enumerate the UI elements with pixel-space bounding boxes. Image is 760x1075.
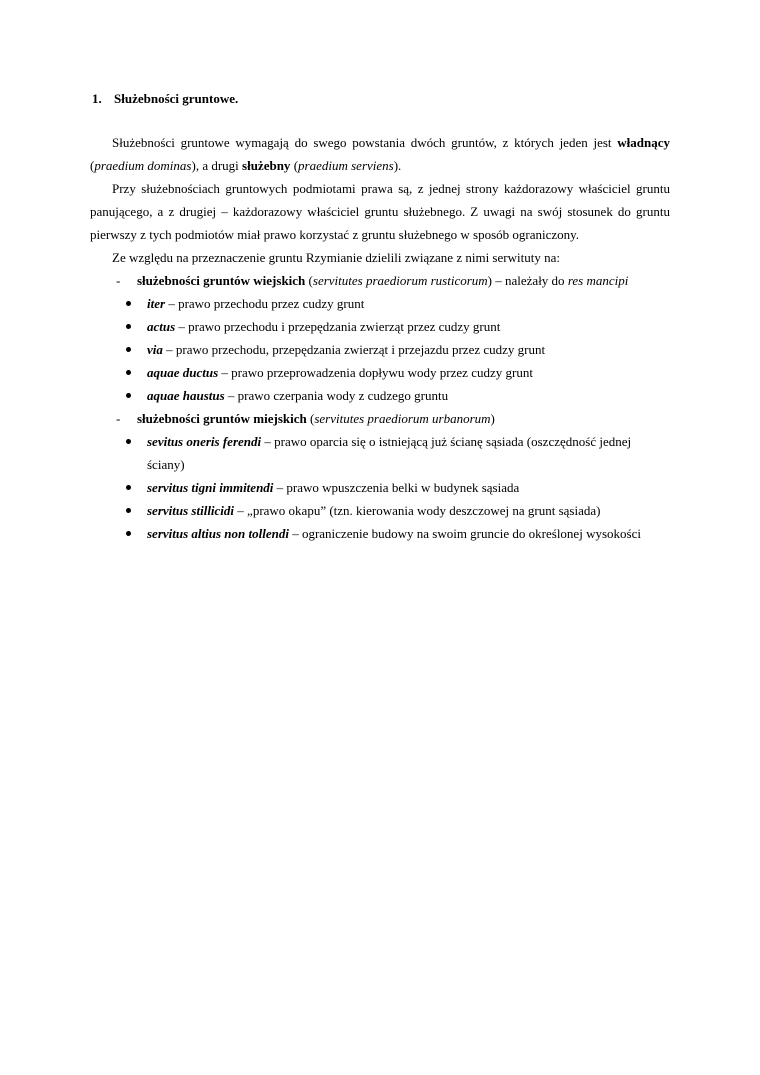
servitude-term: aquae ductus: [147, 365, 219, 380]
servitude-description: – prawo przechodu i przepędzania zwierząt przez cudzy grunt: [175, 319, 501, 334]
list-item: [90, 292, 670, 315]
text-run: ): [490, 411, 495, 426]
list-item: [90, 522, 670, 545]
urban-heading: [90, 407, 670, 430]
section-number: 1.: [92, 91, 102, 106]
text-run: (: [305, 273, 313, 288]
rural-servitudes: [90, 269, 670, 407]
paragraph-definition: [90, 131, 670, 177]
list-item: [90, 430, 670, 476]
servitude-description: – prawo przeprowadzenia dopływu wody przez cudzy grunt: [218, 365, 533, 380]
servitude-term: servitus altius non tollendi: [147, 526, 289, 541]
servitude-term: sevitus oneris ferendi: [147, 434, 262, 449]
servitude-term: via: [147, 342, 163, 357]
text-run: (: [306, 411, 315, 426]
rural-heading: [90, 269, 670, 292]
text-run: ), a drugi: [191, 158, 243, 173]
servitude-description: – prawo czerpania wody z cudzego gruntu: [224, 388, 449, 403]
latin-term: praedium dominas: [94, 158, 192, 173]
urban-servitudes: [90, 407, 670, 545]
bullet-icon: [126, 301, 131, 306]
list-item: [90, 476, 670, 499]
bullet-icon: [126, 370, 131, 375]
text-run: (: [290, 158, 299, 173]
latin-term: servitutes praediorum rusticorum: [312, 273, 488, 288]
servitude-term: servitus tigni immitendi: [147, 480, 274, 495]
rural-title: służebności gruntów wiejskich: [137, 273, 306, 288]
list-item: [90, 338, 670, 361]
servitude-term: actus: [147, 319, 176, 334]
text-run: Służebności gruntowe wymagają do swego powstania dwóch gruntów, z których jeden jest: [112, 135, 618, 150]
servitude-description: – prawo oparcia się o istniejącą już ścianę sąsiada (oszczędność jednej ściany): [147, 434, 632, 472]
bullet-icon: [126, 393, 131, 398]
bullet-icon: [126, 439, 131, 444]
section-heading: [92, 91, 238, 107]
urban-list: [90, 430, 670, 545]
servitude-term: aquae haustus: [147, 388, 225, 403]
list-dash: -: [116, 411, 121, 426]
servitude-term: iter: [147, 296, 166, 311]
servitude-description: – prawo przechodu przez cudzy grunt: [165, 296, 365, 311]
term-servient: służebny: [242, 158, 291, 173]
bullet-icon: [126, 485, 131, 490]
servitude-description: – „prawo okapu” (tzn. kierowania wody deszczowej na grunt sąsiada): [234, 503, 601, 518]
servitude-description: – prawo wpuszczenia belki w budynek sąsiada: [273, 480, 520, 495]
latin-term: servitutes praediorum urbanorum: [314, 411, 491, 426]
list-item: [90, 499, 670, 522]
bullet-icon: [126, 531, 131, 536]
bullet-icon: [126, 347, 131, 352]
list-item: [90, 315, 670, 338]
rural-list: [90, 292, 670, 407]
list-item: [90, 384, 670, 407]
servitude-description: – ograniczenie budowy na swoim gruncie do określonej wysokości: [288, 526, 641, 541]
servitude-description: – prawo przechodu, przepędzania zwierząt i przejazdu przez cudzy grunt: [162, 342, 546, 357]
term-dominant: władnący: [617, 135, 670, 150]
latin-term: praedium serviens: [298, 158, 394, 173]
list-dash: -: [116, 273, 121, 288]
section-title: Służebności gruntowe.: [114, 91, 239, 106]
latin-term: res mancipi: [567, 273, 629, 288]
paragraph-intro: Ze względu na przeznaczenie gruntu Rzymianie dzielili związane z nimi serwituty na:: [112, 250, 560, 265]
list-item: [90, 361, 670, 384]
bullet-icon: [126, 324, 131, 329]
text-run: ).: [393, 158, 402, 173]
text-run: (: [90, 158, 95, 173]
servitude-term: servitus stillicidi: [147, 503, 235, 518]
bullet-icon: [126, 508, 131, 513]
urban-title: służebności gruntów miejskich: [137, 411, 307, 426]
document-body: [90, 131, 670, 545]
paragraph-subjects: Przy służebnościach gruntowych podmiotami prawa są, z jednej strony każdorazowy właściciel gruntu panującego, a z drugiej – każdorazowy właściciel gruntu służebnego. Z uwagi na swój stosunek do gruntu pierwszy z tych podmiotów miał prawo korzystać z gruntu służebnego w sposób ograniczony.: [90, 181, 670, 242]
text-run: ) – należały do: [487, 273, 568, 288]
